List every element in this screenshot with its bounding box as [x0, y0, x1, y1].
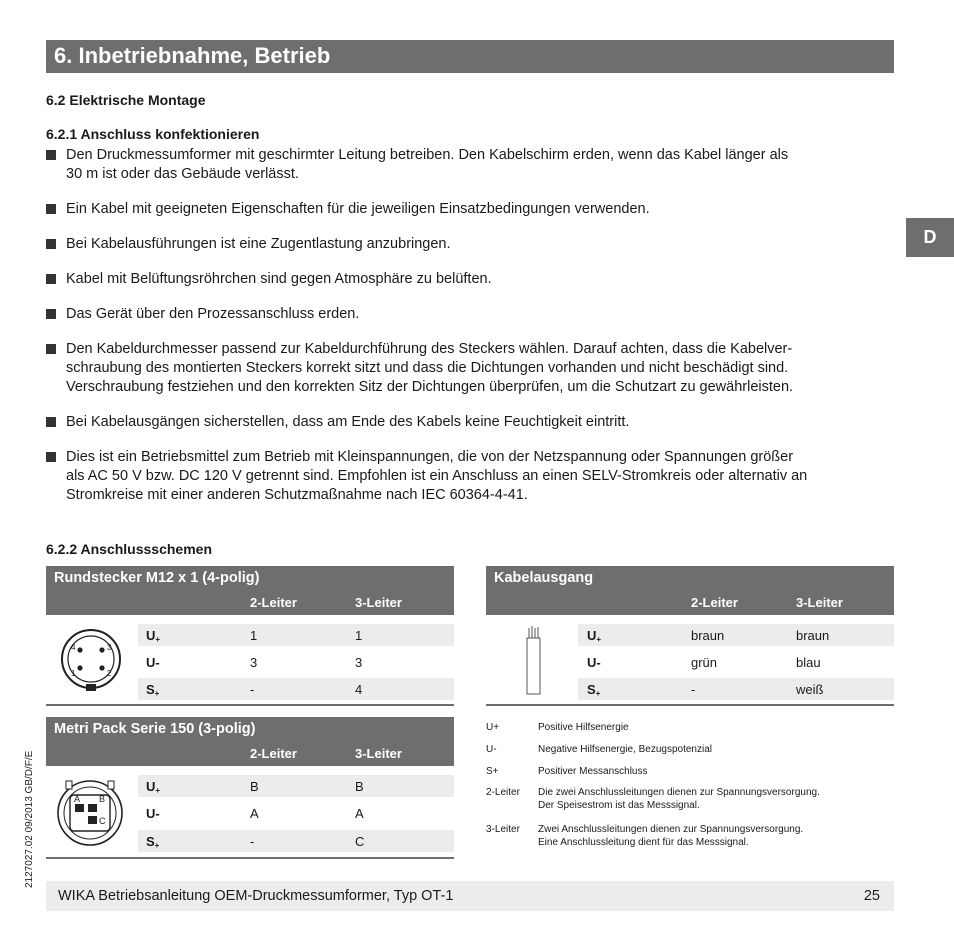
signal-label: U-	[146, 806, 160, 821]
legend-key: U+	[486, 722, 500, 733]
svg-text:4: 4	[71, 643, 76, 652]
value-2-leiter: -	[250, 682, 255, 697]
bullet-square-icon	[46, 274, 56, 284]
table-row	[138, 651, 454, 673]
value-3-leiter: weiß	[796, 682, 824, 697]
svg-text:3: 3	[107, 643, 112, 652]
list-item: Dies ist ein Betriebsmittel zum Betrieb mit Kleinspannungen, die von der Netzspannung oder Spannungen größer als AC 50 V bzw. DC 120 V getrennt sind. Empfohlen ist ein Anschluss an einen SELV-Stromkreis oder alternativ an Stromkreise mit einer anderen Schutzmaßnahme nach IEC 60364-4-41.	[46, 448, 894, 505]
cable-icon	[522, 624, 544, 698]
list-item: Den Druckmessumformer mit geschirmter Leitung betreiben. Den Kabelschirm erden, wenn das Kabel länger als 30 m ist oder das Gebäude verlässt.	[46, 146, 894, 184]
value-2-leiter: -	[691, 682, 696, 697]
chapter-header-bar	[46, 40, 894, 73]
legend-key: 3-Leiter	[486, 824, 520, 835]
bullet-square-icon	[46, 417, 56, 427]
table-header	[46, 566, 454, 615]
column-header-3-leiter: 3-Leiter	[796, 595, 843, 610]
value-3-leiter: 1	[355, 628, 363, 643]
column-header-2-leiter: 2-Leiter	[250, 595, 297, 610]
value-3-leiter: blau	[796, 655, 821, 670]
column-header-2-leiter: 2-Leiter	[691, 595, 738, 610]
metri-pack-table	[46, 717, 454, 861]
bullet-square-icon	[46, 239, 56, 249]
section-heading-6-2: 6.2 Elektrische Montage	[46, 92, 206, 108]
list-item: Den Kabeldurchmesser passend zur Kabeldurchführung des Steckers wählen. Darauf achten, dass die Kabelver- schraubung des montierten Steckers korrekt sitzt und dass die Dichtungen vorhanden und nicht beschädigt sind. Verschraubung festziehen und den korrekten Sitz der Dichtungen überprüfen, um die Schutzart zu gewährleisten.	[46, 340, 894, 397]
legend-value: Negative Hilfsenergie, Bezugspotenzial	[538, 744, 712, 755]
signal-label: $U_+$	[146, 628, 161, 644]
table-bottom-rule	[486, 704, 894, 706]
bullet-square-icon	[46, 309, 56, 319]
signal-label: U-	[146, 655, 160, 670]
table-row	[578, 624, 894, 646]
list-item: Bei Kabelausführungen ist eine Zugentlastung anzubringen.	[46, 235, 894, 254]
signal-label: $S_+$	[587, 682, 601, 698]
bullet-square-icon	[46, 204, 56, 214]
value-2-leiter: grün	[691, 655, 718, 670]
value-2-leiter: 1	[250, 628, 258, 643]
value-3-leiter: C	[355, 834, 365, 849]
instruction-list	[46, 146, 894, 505]
list-item: Das Gerät über den Prozessanschluss erden.	[46, 305, 894, 324]
column-header-2-leiter: 2-Leiter	[250, 746, 297, 761]
svg-text:B: B	[99, 794, 106, 804]
document-number: 2127027.02 09/2013 GB/D/F/E	[24, 750, 35, 888]
svg-text:A: A	[74, 794, 81, 804]
value-3-leiter: A	[355, 806, 364, 821]
value-2-leiter: braun	[691, 628, 725, 643]
svg-text:1: 1	[71, 669, 76, 678]
value-2-leiter: B	[250, 779, 259, 794]
section-heading-6-2-1: 6.2.1 Anschluss konfektionieren	[46, 126, 260, 142]
value-2-leiter: -	[250, 834, 255, 849]
svg-text:2: 2	[107, 669, 112, 678]
page-footer	[46, 881, 894, 911]
page-number: 25	[863, 888, 880, 904]
value-3-leiter: B	[355, 779, 364, 794]
chapter-title: 6. Inbetriebnahme, Betrieb	[54, 43, 331, 68]
bullet-square-icon	[46, 150, 56, 160]
table-title: Rundstecker M12 x 1 (4-polig)	[54, 570, 260, 586]
language-tab: D	[906, 218, 954, 257]
table-title: Kabelausgang	[494, 570, 594, 586]
table-row	[138, 830, 454, 852]
list-item: Bei Kabelausgängen sicherstellen, dass am Ende des Kabels keine Feuchtigkeit eintritt.	[46, 413, 894, 432]
legend-value: Positive Hilfsenergie	[538, 722, 629, 733]
legend-key: S+	[486, 766, 499, 777]
table-row	[578, 678, 894, 700]
value-3-leiter: braun	[796, 628, 830, 643]
signal-label: $S_+$	[146, 682, 160, 698]
table-row	[138, 678, 454, 700]
legend-value: Zwei Anschlussleitungen dienen zur Spannungsversorgung. Eine Anschlussleitung dient für das Messsignal.	[538, 824, 804, 848]
legend-value: Positiver Messanschluss	[538, 766, 648, 777]
section-heading-6-2-2: 6.2.2 Anschlussschemen	[46, 541, 213, 557]
metri-pack-connector-icon	[52, 775, 128, 851]
m12-connector-table	[46, 566, 454, 708]
table-row	[578, 651, 894, 673]
signal-label: $S_+$	[146, 834, 160, 850]
column-header-3-leiter: 3-Leiter	[355, 746, 402, 761]
cable-outlet-table	[486, 566, 894, 708]
value-2-leiter: A	[250, 806, 259, 821]
table-row	[138, 624, 454, 646]
table-row	[138, 775, 454, 797]
legend-key: 2-Leiter	[486, 787, 520, 798]
table-header	[46, 717, 454, 766]
value-2-leiter: 3	[250, 655, 258, 670]
legend-value: Die zwei Anschlussleitungen dienen zur Spannungsversorgung. Der Speisestrom ist das Messsignal.	[538, 787, 820, 811]
signal-label: $U_+$	[587, 628, 602, 644]
signal-label: U-	[587, 655, 601, 670]
value-3-leiter: 3	[355, 655, 363, 670]
svg-text:C: C	[99, 816, 106, 826]
table-bottom-rule	[46, 857, 454, 859]
signal-label: $U_+$	[146, 779, 161, 795]
bullet-square-icon	[46, 452, 56, 462]
column-header-3-leiter: 3-Leiter	[355, 595, 402, 610]
list-item: Ein Kabel mit geeigneten Eigenschaften für die jeweiligen Einsatzbedingungen verwenden.	[46, 200, 894, 219]
footer-text: WIKA Betriebsanleitung OEM-Druckmessumformer, Typ OT-1	[58, 888, 454, 904]
list-item: Kabel mit Belüftungsröhrchen sind gegen Atmosphäre zu belüften.	[46, 270, 894, 289]
legend-key: U-	[486, 744, 497, 755]
table-title: Metri Pack Serie 150 (3-polig)	[54, 721, 256, 737]
table-header	[486, 566, 894, 615]
table-row	[138, 802, 454, 824]
value-3-leiter: 4	[355, 682, 363, 697]
m12-connector-icon	[56, 626, 126, 694]
table-bottom-rule	[46, 704, 454, 706]
bullet-square-icon	[46, 344, 56, 354]
